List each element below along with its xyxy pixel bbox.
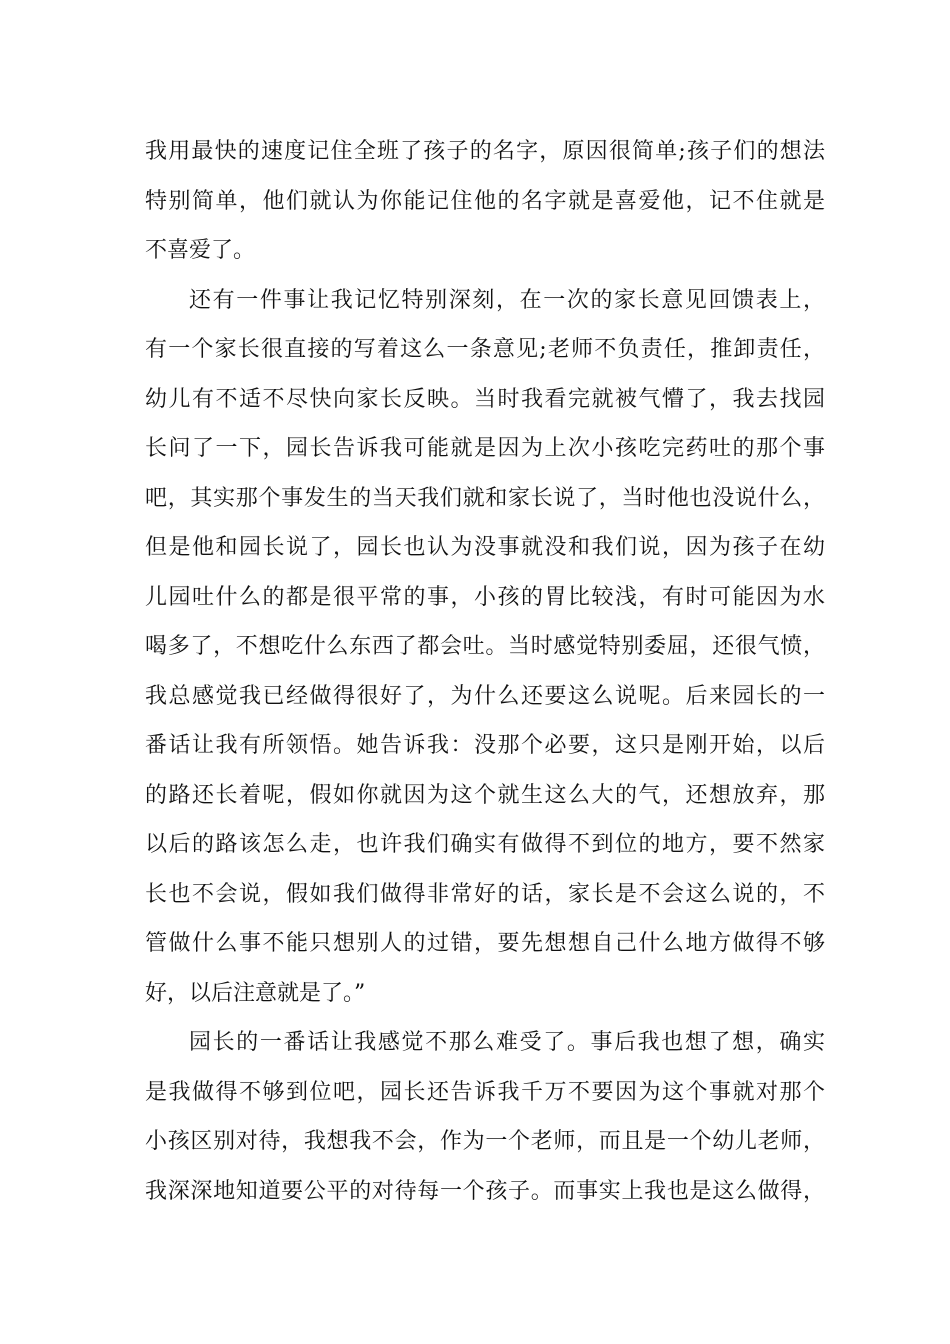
text-line: 的路还长着呢，假如你就因为这个就生这么大的气，还想放弃，那	[145, 782, 825, 808]
text-line: 番话让我有所领悟。她告诉我：没那个必要，这只是刚开始，以后	[145, 733, 825, 758]
text-line: 是我做得不够到位吧，园长还告诉我千万不要因为这个事就对那个	[145, 1079, 825, 1105]
text-line: 好，以后注意就是了。”	[145, 980, 366, 1006]
document-body	[145, 127, 825, 1216]
paragraph	[145, 276, 825, 1019]
text-line: 还有一件事让我记忆特别深刻，在一次的家长意见回馈表上，	[189, 287, 825, 313]
text-line: 儿园吐什么的都是很平常的事，小孩的胃比较浅，有时可能因为水	[145, 584, 825, 610]
text-line: 但是他和园长说了，园长也认为没事就没和我们说，因为孩子在幼	[145, 535, 825, 560]
paragraph	[145, 127, 825, 276]
text-line: 吧，其实那个事发生的当天我们就和家长说了，当时他也没说什么，	[145, 485, 825, 511]
text-line: 小孩区别对待，我想我不会，作为一个老师，而且是一个幼儿老师，	[145, 1129, 825, 1154]
text-line: 喝多了，不想吃什么东西了都会吐。当时感觉特别委屈，还很气愤，	[145, 634, 825, 659]
text-line: 我用最快的速度记住全班了孩子的名字，原因很简单;孩子们的想法	[145, 139, 825, 164]
text-line: 有一个家长很直接的写着这么一条意见;老师不负责任，推卸责任，	[145, 337, 825, 362]
text-line: 园长的一番话让我感觉不那么难受了。事后我也想了想，确实	[189, 1030, 825, 1055]
text-line: 不喜爱了。	[145, 238, 256, 263]
text-line: 我总感觉我已经做得很好了，为什么还要这么说呢。后来园长的一	[145, 683, 825, 709]
text-line: 我深深地知道要公平的对待每一个孩子。而事实上我也是这么做得，	[145, 1178, 825, 1204]
text-line: 幼儿有不适不尽快向家长反映。当时我看完就被气懵了，我去找园	[145, 386, 825, 412]
text-line: 特别简单，他们就认为你能记住他的名字就是喜爱他，记不住就是	[145, 188, 825, 214]
text-line: 管做什么事不能只想别人的过错，要先想想自己什么地方做得不够	[145, 931, 825, 956]
text-line: 长也不会说，假如我们做得非常好的话，家长是不会这么说的，不	[145, 881, 825, 907]
text-line: 以后的路该怎么走，也许我们确实有做得不到位的地方，要不然家	[145, 832, 825, 857]
paragraph	[145, 1018, 825, 1216]
text-line: 长问了一下，园长告诉我可能就是因为上次小孩吃完药吐的那个事	[145, 436, 825, 461]
